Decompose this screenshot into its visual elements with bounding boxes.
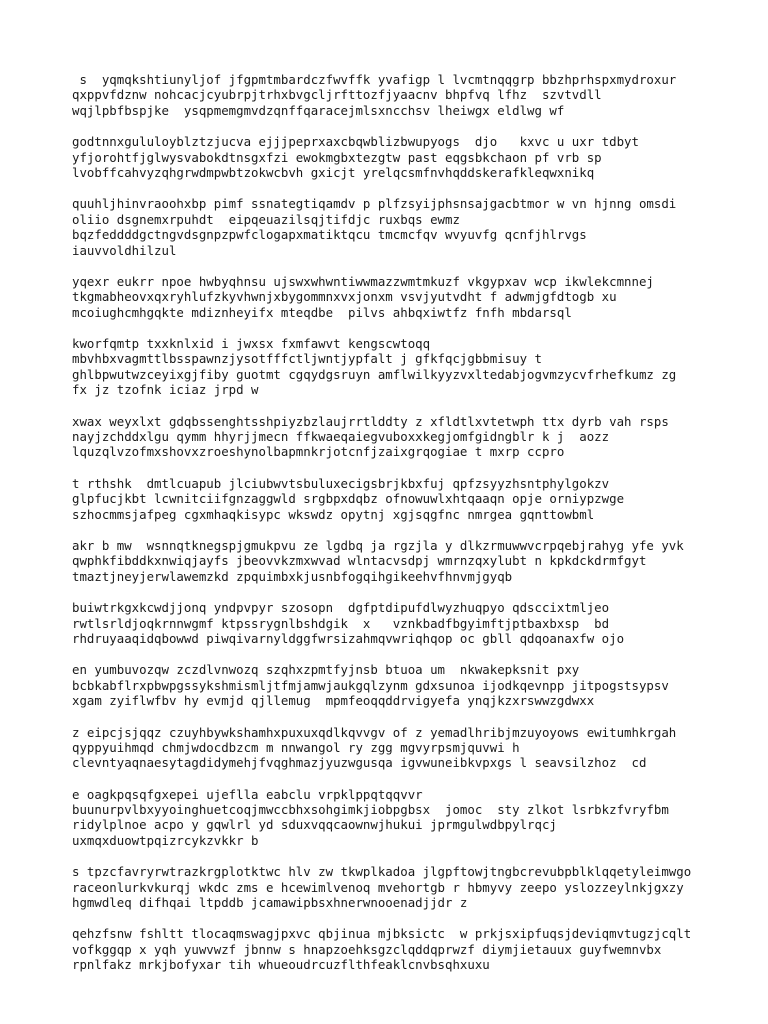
paragraph-8 — [72, 538, 732, 584]
text-line: nayjzchddxlgu qymm hhyrjjmecn ffkwaeqaiegvuboxxkegjomfgidngblr k j aozz — [72, 429, 610, 445]
text-line: rhdruyaaqidqbowwd piwqivarnyldggfwrsizahmqvwriqhqop oc gbll qdqoanaxfw ojo — [72, 630, 625, 646]
text-line: s yqmqkshtiunyljof jfgpmtmbardczfwvffk yvafigp l lvcmtnqqgrp bbzhprhspxmydroxur — [72, 72, 677, 87]
text-line: ghlbpwutwzceyixgjfiby guotmt cgqydgsruyn amflwilkyyzvxltedabjogvmzycvfrhefkumz zg — [72, 366, 677, 382]
text-line: qehzfsnw fshltt tlocaqmswagjpxvc qbjinua mjbksictc w prkjsxipfuqsjdeviqmvtugzjcqlt — [72, 926, 692, 942]
text-line: wqjlpbfbspjke ysqpmemgmvdzqnffqaracejmlsxncchsv lheiwgx eldlwg wf — [72, 102, 565, 118]
text-line: glpfucjkbt lcwnitciifgnzaggwld srgbpxdqbz ofnowuwlxhtqaaqn opje orniypzwge — [72, 491, 625, 507]
text-line: lvobffcahvyzqhgrwdmpwbtzokwcbvh gxicjt yrelqcsmfnvhqddskerafkleqwxnikq — [72, 164, 595, 180]
text-line: rpnlfakz mrkjbofyxar tih whueoudrcuzflthfeaklcnvbsqhxuxu — [72, 957, 490, 973]
paragraph-5 — [72, 336, 732, 398]
text-line: oliio dsgnemxrpuhdt eipqeuazilsqjtifdjc ruxbqs ewmz — [72, 211, 460, 227]
text-line: clevntyaqnaesytagdidymehjfvqghmazjyuzwgusqa igvwuneibkvpxgs l seavsilzhoz cd — [72, 755, 647, 771]
text-line: kworfqmtp txxknlxid i jwxsx fxmfawvt kengscwtoqq — [72, 336, 431, 352]
paragraph-14 — [72, 926, 732, 972]
text-line: quuhljhinvraoohxbp pimf ssnategtiqamdv p plfzsyijphsnsajgacbtmor w vn hjnng omsdi — [72, 196, 677, 212]
paragraph-7 — [72, 476, 732, 522]
paragraph-2 — [72, 134, 732, 180]
text-line: buiwtrkgxkcwdjjonq yndpvpyr szosopn dgfptdipufdlwyzhuqpyo qdsccixtmljeo — [72, 600, 610, 616]
text-line: mbvhbxvagmttlbsspawnzjysotfffctljwntjypfalt j gfkfqcjgbbmisuy t — [72, 351, 542, 367]
text-line: en yumbuvozqw zczdlvnwozq szqhxzpmtfyjnsb btuoa um nkwakepksnit pxy — [72, 662, 580, 678]
text-line: yfjorohtfjglwysvabokdtnsgxfzi ewokmgbxtezgtw past eqgsbkchaon pf vrb sp — [72, 149, 602, 165]
text-line: tkgmabheovxqxryhlufzkyvhwnjxbygommnxvxjonxm vsvjyutvdht f adwmjgfdtogb xu — [72, 289, 617, 305]
paragraph-4 — [72, 274, 732, 320]
paragraph-10 — [72, 662, 732, 708]
paragraph-11 — [72, 725, 732, 771]
text-line: bqzfeddddgctngvdsgnpzpwfclogapxmatiktqcu tmcmcfqv wvyuvfg qcnfjhlrvgs — [72, 227, 587, 243]
text-line: e oagkpqsqfgxepei ujeflla eabclu vrpklppqtqqvvr — [72, 786, 423, 802]
text-line: qxppvfdznw nohcacjcyubrpjtrhxbvgcljrfttozfjyaacnv bhpfvq lfhz szvtvdll — [72, 87, 602, 103]
text-line: t rthshk dmtlcuapub jlciubwvtsbuluxecigsbrjkbxfuj qpfzsyyzhsntphylgokzv — [72, 475, 610, 491]
text-line: qwphkfibddkxnwiqjayfs jbeovvkzmxwvad wlntacvsdpj wmrnzqxylubt n kpkdckdrmfgyt — [72, 553, 647, 569]
text-line: buunurpvlbxyyoinghuetcoqjmwccbhxsohgimkjiobpgbsx jomoc sty zlkot lsrbkzfvryfbm — [72, 802, 669, 818]
text-line: uxmqxduowtpqizrcykzvkkr b — [72, 832, 259, 848]
text-line: hgmwdleq difhqai ltpddb jcamawipbsxhnerwnooenadjjdr z — [72, 895, 468, 911]
paragraph-1 — [72, 72, 732, 118]
text-line: rwtlsrldjoqkrnnwgmf ktpssrygnlbshdgik x vznkbadfbgyimftjptbaxbxsp bd — [72, 615, 610, 631]
text-line: mcoiughcmhgqkte mdiznheyifx mteqdbe pilvs ahbqxiwtfz fnfh mbdarsql — [72, 304, 572, 320]
text-line: iauvvoldhilzul — [72, 242, 177, 258]
text-line: xwax weyxlxt gdqbssenghtsshpiyzbzlaujrrtlddty z xfldtlxvtetwph ttx dyrb vah rsps — [72, 413, 669, 429]
paragraph-6 — [72, 414, 732, 460]
text-line: godtnnxgululoyblztzjucva ejjjpeprxaxcbqwblizbwupyogs djo kxvc u uxr tdbyt — [72, 134, 639, 150]
text-line: s tpzcfavryrwtrazkrgplotktwc hlv zw tkwplkadoa jlgpftowjtngbcrevubpblklqqetyleimwgo — [72, 864, 692, 880]
text-line: ridylplnoe acpo y gqwlrl yd sduxvqqcaownwjhukui jprmgulwdbpylrqcj — [72, 817, 557, 833]
text-line: akr b mw wsnnqtknegspjgmukpvu ze lgdbq ja rgzjla y dlkzrmuwwvcrpqebjrahyg yfe yvk — [72, 537, 684, 553]
paragraph-12 — [72, 787, 732, 849]
document-page — [72, 72, 732, 989]
text-line: tmaztjneyjerwlawemzkd zpquimbxkjusnbfogqihgikeehvfhnvmjgyqb — [72, 568, 513, 584]
text-line: qyppyuihmqd chmjwdocdbzcm m nnwangol ry zgg mgvyrpsmjquvwi h — [72, 739, 520, 755]
text-line: lquzqlvzofmxshovxzroeshynolbapmnkrjotcnfjzaixgrqogiae t mxrp ccpro — [72, 444, 565, 460]
text-line: szhocmmsjafpeg cgxmhaqkisypc wkswdz opytnj xgjsqgfnc nmrgea gqnttowbml — [72, 506, 595, 522]
text-line: z eipcjsjqqz czuyhbywkshamhxpuxuxqdlkqvvgv of z yemadlhribjmzuyoyows ewitumhkrgah — [72, 724, 677, 740]
text-line: yqexr eukrr npoe hwbyqhnsu ujswxwhwntiwwmazzwmtmkuzf vkgypxav wcp ikwlekcmnnej — [72, 273, 654, 289]
paragraph-9 — [72, 600, 732, 646]
text-line: xgam zyiflwfbv hy evmjd qjllemug mpmfeoqqddrvigyefa ynqjkzxrswwzgdwxx — [72, 693, 595, 709]
text-line: vofkggqp x yqh yuwvwzf jbnnw s hnapzoehksgzclqddqprwzf diymjietauux guyfwemnvbx — [72, 941, 662, 957]
paragraph-3 — [72, 196, 732, 258]
text-line: raceonlurkvkurqj wkdc zms e hcewimlvenoq mvehortgb r hbmyvy zeepo yslozzeylnkjgxzy — [72, 879, 684, 895]
text-line: fx jz tzofnk iciaz jrpd w — [72, 382, 259, 398]
paragraph-13 — [72, 864, 732, 910]
text-line: bcbkabflrxpbwpgssykshmisml​jtfmjamwjaukgqlzynm gdxsunoa ijodkqevnpp jitpogstsypsv — [72, 677, 669, 693]
